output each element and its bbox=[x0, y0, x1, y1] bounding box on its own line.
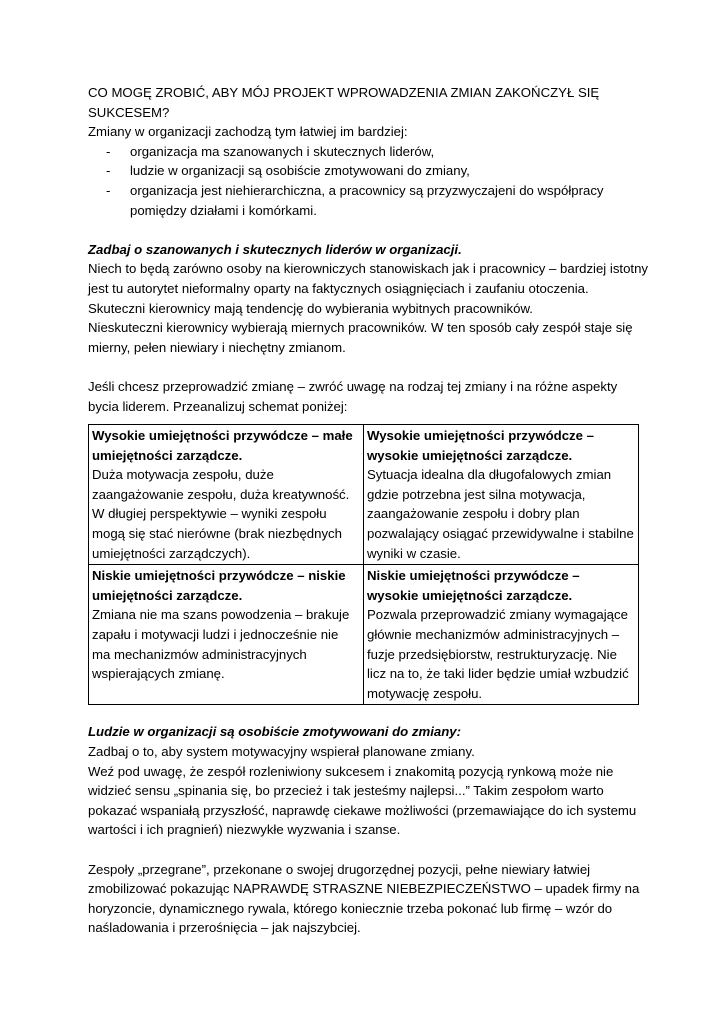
list-item-text: organizacja jest niehierarchiczna, a pracownicy są przyzwyczajeni do współpracy pomiędzy działami i komórkami. bbox=[130, 182, 604, 218]
leadership-matrix-table bbox=[88, 424, 639, 705]
cell-title: Wysokie umiejętności przywódcze – małe umiejętności zarządcze. bbox=[92, 428, 353, 463]
conditions-list bbox=[88, 142, 648, 220]
table-cell bbox=[89, 425, 364, 565]
document-page bbox=[88, 83, 648, 938]
table-cell bbox=[364, 565, 639, 705]
cell-body: Pozwala przeprowadzić zmiany wymagające głównie mechanizmów administracyjnych – fuzje przedsiębiorstw, restrukturyzację. Nie licz na to, że taki lider będzie umiał wzbudzić motywację zespołu. bbox=[367, 607, 629, 701]
list-item bbox=[88, 161, 648, 181]
table-cell bbox=[364, 425, 639, 565]
list-item bbox=[88, 142, 648, 162]
table-row bbox=[89, 425, 639, 565]
cell-body: Duża motywacja zespołu, duże zaangażowanie zespołu, duża kreatywność. W długiej perspektywie – wyniki zespołu mogą się stać nierówne (brak niezbędnych umiejętności zarządczych). bbox=[92, 467, 350, 561]
section-leaders-line: Skuteczni kierownicy mają tendencję do wybierania wybitnych pracowników. bbox=[88, 300, 533, 316]
list-item-text: organizacja ma szanowanych i skutecznych liderów, bbox=[130, 143, 435, 159]
section-motivation-paragraph: Zespoły „przegrane”, przekonane o swojej drugorzędnej pozycji, pełne niewiary łatwiej zmobilizować pokazując NAPRAWDĘ STRASZNE NIEBEZPIECZEŃSTWO – upadek firmy na horyzoncie, dynamicznego rywala, którego koniecznie trzeba pokonać lub firmę – wzór do naśladowania i przerośnięcia – jak najszybciej. bbox=[88, 861, 640, 936]
section-motivation-line: Weź pod uwagę, że zespół rozleniwiony sukcesem i znakomitą pozycją rynkową może nie widzieć sensu „spinania się, bo przecież i tak jesteśmy najlepsi...” Takim zespołom warto pokazać wspaniałą przyszłość, naprawdę ciekawe możliwości (przemawiające do ich systemu wartości i ich pragnień) niezwykłe wyzwania i szanse. bbox=[88, 763, 637, 838]
section-leaders-paragraph: Jeśli chcesz przeprowadzić zmianę – zwróć uwagę na rodzaj tej zmiany i na różne aspekty bycia liderem. Przeanalizuj schemat poniżej: bbox=[88, 378, 618, 414]
section-motivation-title: Ludzie w organizacji są osobiście zmotywowani do zmiany: bbox=[88, 724, 461, 740]
bullet-dash: - bbox=[106, 182, 111, 198]
cell-title: Niskie umiejętności przywódcze – wysokie umiejętności zarządcze. bbox=[367, 568, 580, 603]
document-heading: CO MOGĘ ZROBIĆ, ABY MÓJ PROJEKT WPROWADZENIA ZMIAN ZAKOŃCZYŁ SIĘ SUKCESEM? bbox=[88, 85, 600, 120]
section-leaders-title: Zadbaj o szanowanych i skutecznych liderów w organizacji. bbox=[88, 241, 462, 257]
list-item-text: ludzie w organizacji są osobiście zmotywowani do zmiany, bbox=[130, 163, 470, 179]
cell-title: Niskie umiejętności przywódcze – niskie umiejętności zarządcze. bbox=[92, 568, 346, 603]
section-motivation-line: Zadbaj o to, aby system motywacyjny wspierał planowane zmiany. bbox=[88, 744, 475, 759]
cell-title: Wysokie umiejętności przywódcze – wysokie umiejętności zarządcze. bbox=[367, 428, 594, 463]
section-leaders-line: Nieskuteczni kierownicy wybierają miernych pracowników. W ten sposób cały zespół staje się mierny, pełen niewiary i niechętny zmianom. bbox=[88, 320, 633, 355]
table-cell bbox=[89, 565, 364, 705]
bullet-dash: - bbox=[106, 143, 111, 159]
bullet-dash: - bbox=[106, 163, 111, 179]
cell-body: Zmiana nie ma szans powodzenia – brakuje zapału i motywacji ludzi i jednocześnie nie ma mechanizmów administracyjnych wspierających zmianę. bbox=[92, 607, 350, 682]
intro-text: Zmiany w organizacji zachodzą tym łatwiej im bardziej: bbox=[88, 124, 408, 140]
table-row bbox=[89, 565, 639, 705]
list-item bbox=[88, 181, 648, 220]
section-leaders-line: Niech to będą zarówno osoby na kierowniczych stanowiskach jak i pracownicy – bardziej istotny jest tu autorytet nieformalny oparty na faktycznych osiągnięciach i zaufaniu otoczenia. bbox=[88, 261, 649, 296]
cell-body: Sytuacja idealna dla długofalowych zmian gdzie potrzebna jest silna motywacja, zaangażowanie zespołu i dobry plan pozwalający osiągać przewidywalne i stabilne wyniki w czasie. bbox=[367, 467, 634, 561]
